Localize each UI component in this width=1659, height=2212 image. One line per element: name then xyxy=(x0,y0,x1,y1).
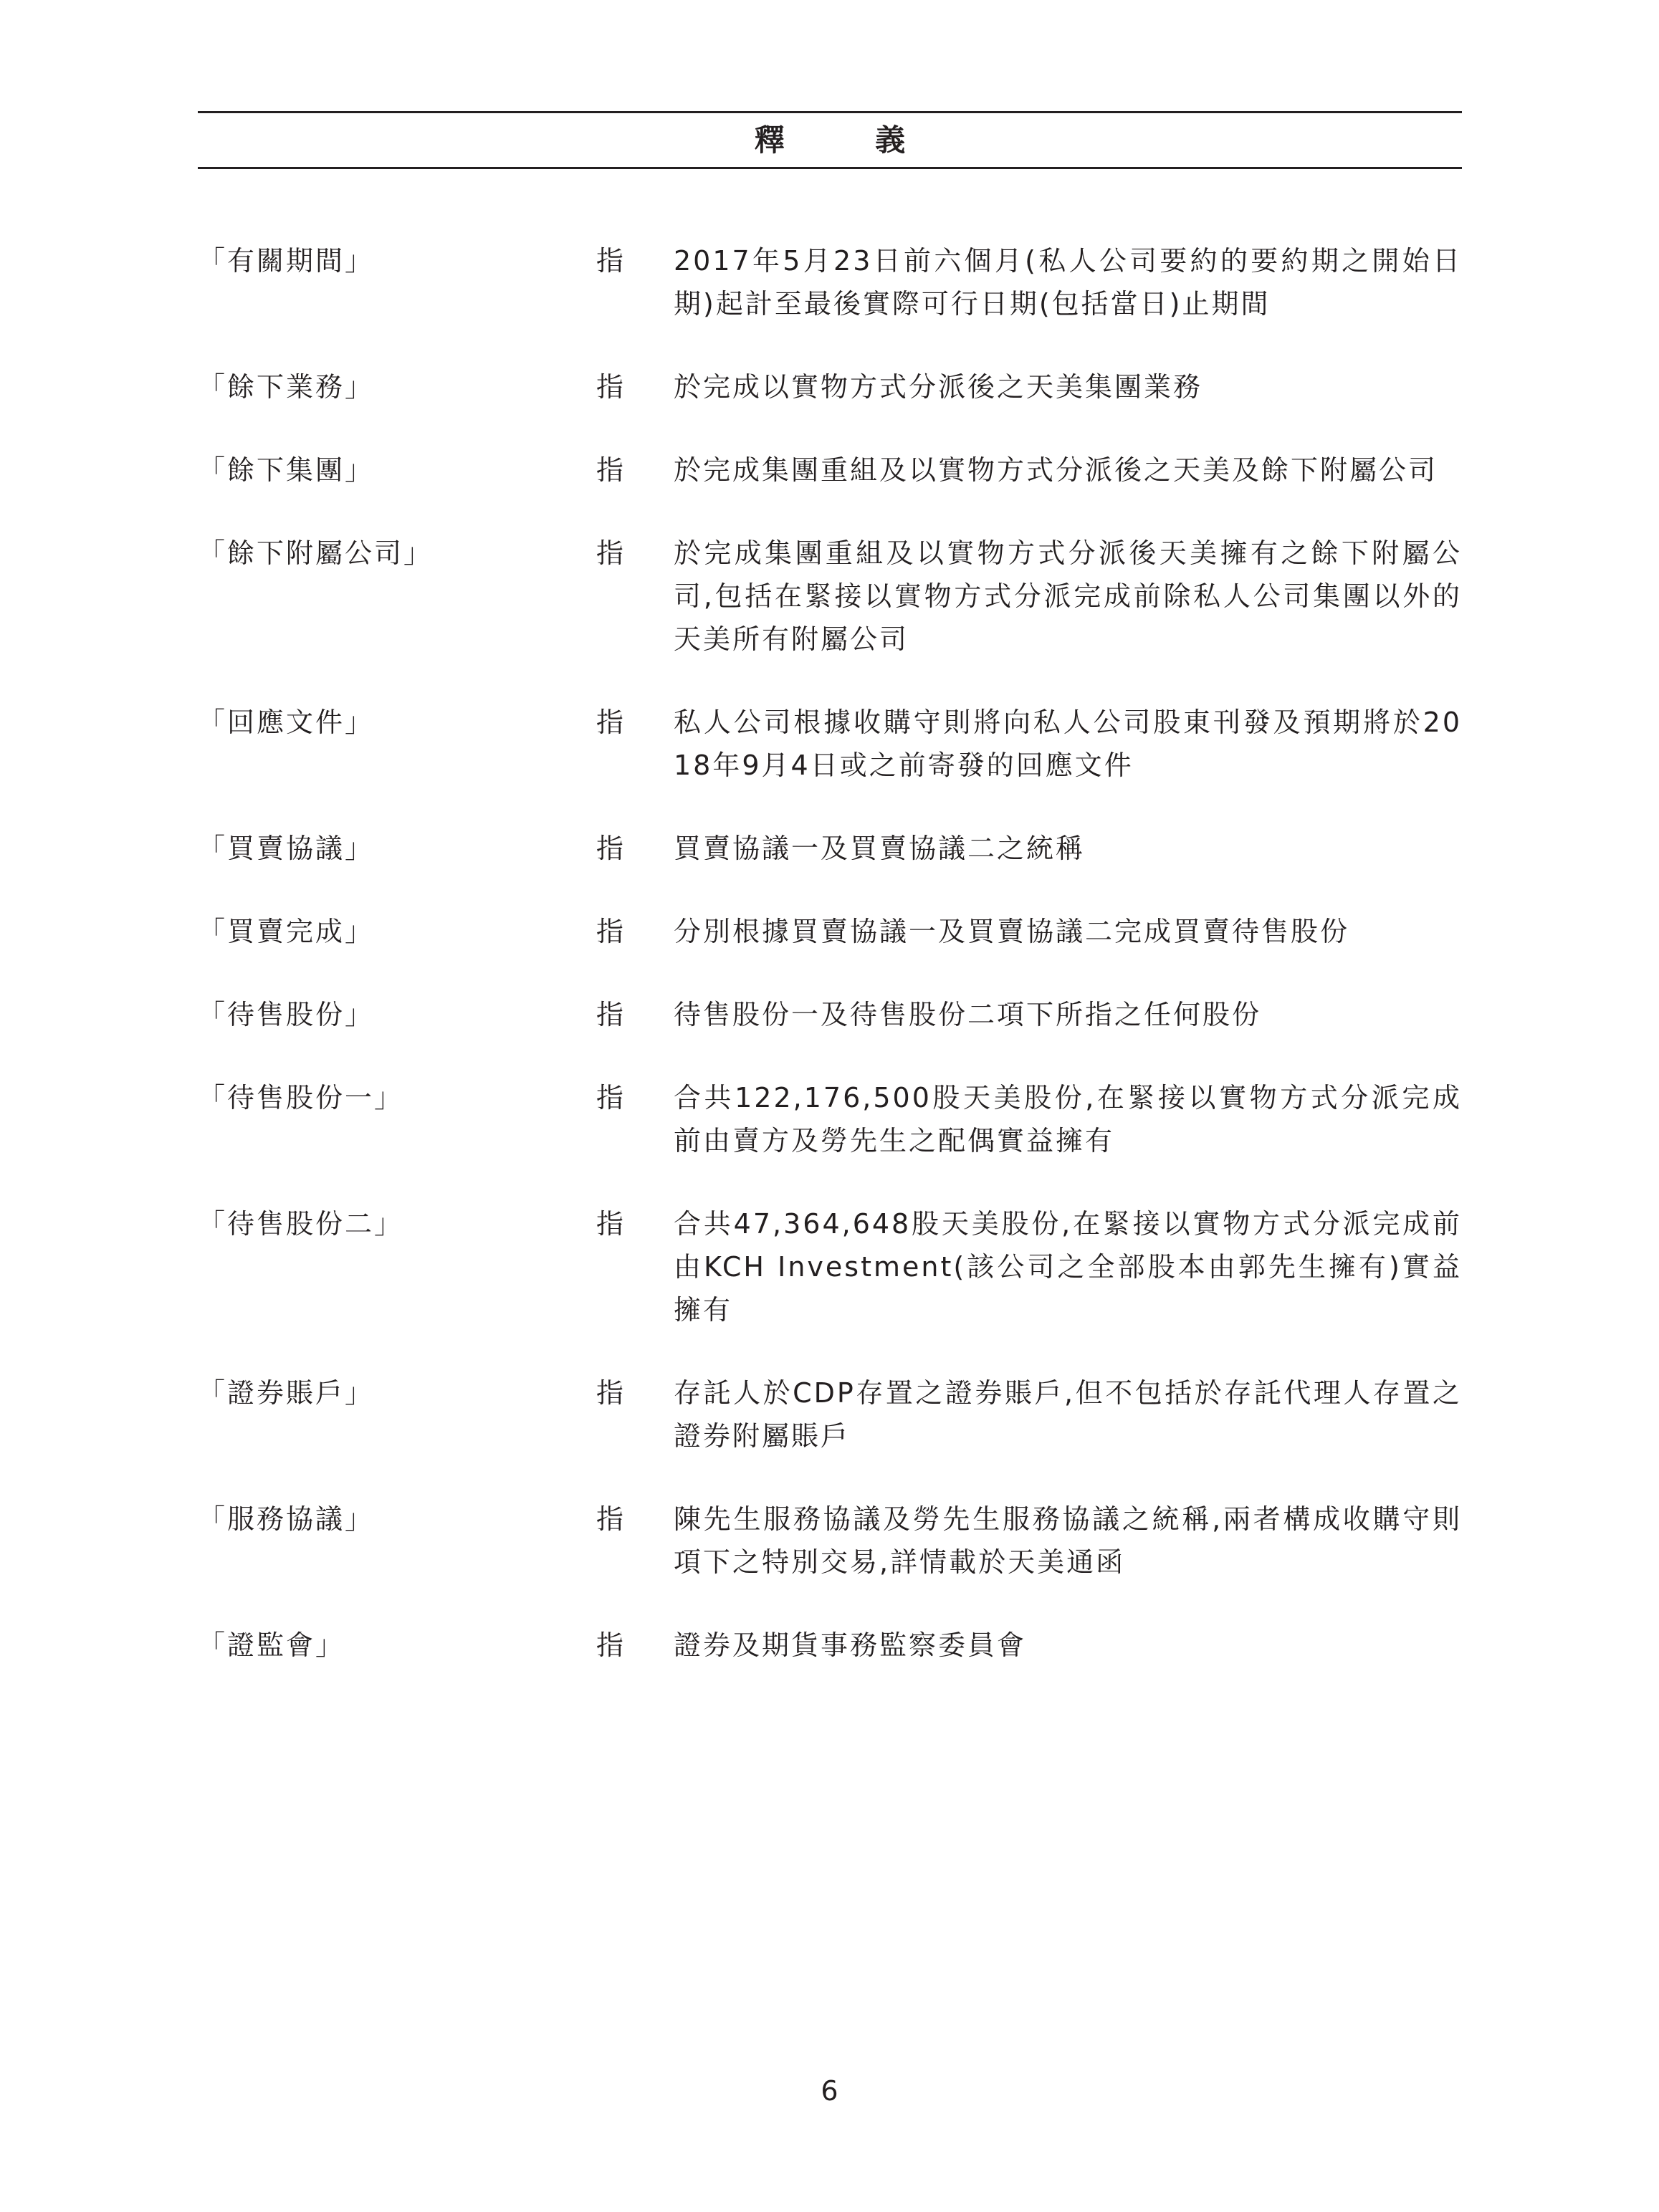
definition-marker: 指 xyxy=(596,1377,626,1409)
definition-text: 存託人於CDP存置之證券賬戶,但不包括於存託代理人存置之證券附屬賬戶 xyxy=(674,1377,1462,1452)
definition-marker: 指 xyxy=(596,916,626,947)
definition-row xyxy=(198,1624,1462,1667)
definition-row xyxy=(198,1076,1462,1162)
definition-row xyxy=(198,1498,1462,1584)
definition-term: 「證券賬戶」 xyxy=(198,1377,375,1409)
definition-row xyxy=(198,993,1462,1036)
definition-row xyxy=(198,827,1462,870)
definition-row xyxy=(198,701,1462,787)
definition-marker: 指 xyxy=(596,245,626,277)
definition-term: 「待售股份一」 xyxy=(198,1082,404,1114)
definition-term: 「買賣完成」 xyxy=(198,916,375,947)
definition-text: 私人公司根據收購守則將向私人公司股東刊發及預期將於2018年9月4日或之前寄發的回應文件 xyxy=(674,707,1462,781)
definition-marker: 指 xyxy=(596,371,626,403)
definition-row xyxy=(198,449,1462,492)
definition-text: 分別根據買賣協議一及買賣協議二完成買賣待售股份 xyxy=(674,916,1350,947)
definition-row xyxy=(198,532,1462,661)
definition-marker: 指 xyxy=(596,707,626,738)
definition-row xyxy=(198,1202,1462,1331)
definition-term: 「證監會」 xyxy=(198,1629,345,1661)
definition-row xyxy=(198,239,1462,325)
definition-text: 2017年5月23日前六個月(私人公司要約的要約期之開始日期)起計至最後實際可行日期(包括當日)止期間 xyxy=(674,245,1462,320)
definition-text: 合共122,176,500股天美股份,在緊接以實物方式分派完成前由賣方及勞先生之配偶實益擁有 xyxy=(674,1082,1462,1157)
definition-marker: 指 xyxy=(596,999,626,1030)
definition-text: 於完成集團重組及以實物方式分派後天美擁有之餘下附屬公司,包括在緊接以實物方式分派完成前除私人公司集團以外的天美所有附屬公司 xyxy=(674,537,1462,655)
definition-row xyxy=(198,910,1462,953)
header-top-rule xyxy=(198,111,1462,113)
definition-marker: 指 xyxy=(596,454,626,486)
definition-marker: 指 xyxy=(596,833,626,864)
definition-marker: 指 xyxy=(596,1629,626,1661)
definition-row xyxy=(198,365,1462,408)
definition-text: 陳先生服務協議及勞先生服務協議之統稱,兩者構成收購守則項下之特別交易,詳情載於天美通函 xyxy=(674,1503,1462,1578)
definition-term: 「待售股份」 xyxy=(198,999,375,1030)
definitions-list xyxy=(198,239,1462,1707)
definition-text: 於完成以實物方式分派後之天美集團業務 xyxy=(674,371,1203,403)
definition-term: 「服務協議」 xyxy=(198,1503,375,1535)
definition-marker: 指 xyxy=(596,1208,626,1240)
definition-marker: 指 xyxy=(596,1082,626,1114)
page-title: 釋 義 xyxy=(754,123,946,158)
definition-term: 「餘下集團」 xyxy=(198,454,375,486)
definition-text: 合共47,364,648股天美股份,在緊接以實物方式分派完成前由KCH Investment(該公司之全部股本由郭先生擁有)實益擁有 xyxy=(674,1208,1462,1326)
page-number: 6 xyxy=(821,2075,838,2107)
definition-term: 「回應文件」 xyxy=(198,707,375,738)
definition-term: 「餘下業務」 xyxy=(198,371,375,403)
definition-text: 於完成集團重組及以實物方式分派後之天美及餘下附屬公司 xyxy=(674,454,1438,486)
definition-text: 待售股份一及待售股份二項下所指之任何股份 xyxy=(674,999,1262,1030)
definition-term: 「買賣協議」 xyxy=(198,833,375,864)
definition-term: 「餘下附屬公司」 xyxy=(198,537,434,569)
definition-text: 買賣協議一及買賣協議二之統稱 xyxy=(674,833,1086,864)
definition-marker: 指 xyxy=(596,537,626,569)
definition-row xyxy=(198,1371,1462,1457)
definition-term: 「有關期間」 xyxy=(198,245,375,277)
definition-term: 「待售股份二」 xyxy=(198,1208,404,1240)
definition-marker: 指 xyxy=(596,1503,626,1535)
header-bottom-rule xyxy=(198,167,1462,169)
definition-text: 證券及期貨事務監察委員會 xyxy=(674,1629,1027,1661)
